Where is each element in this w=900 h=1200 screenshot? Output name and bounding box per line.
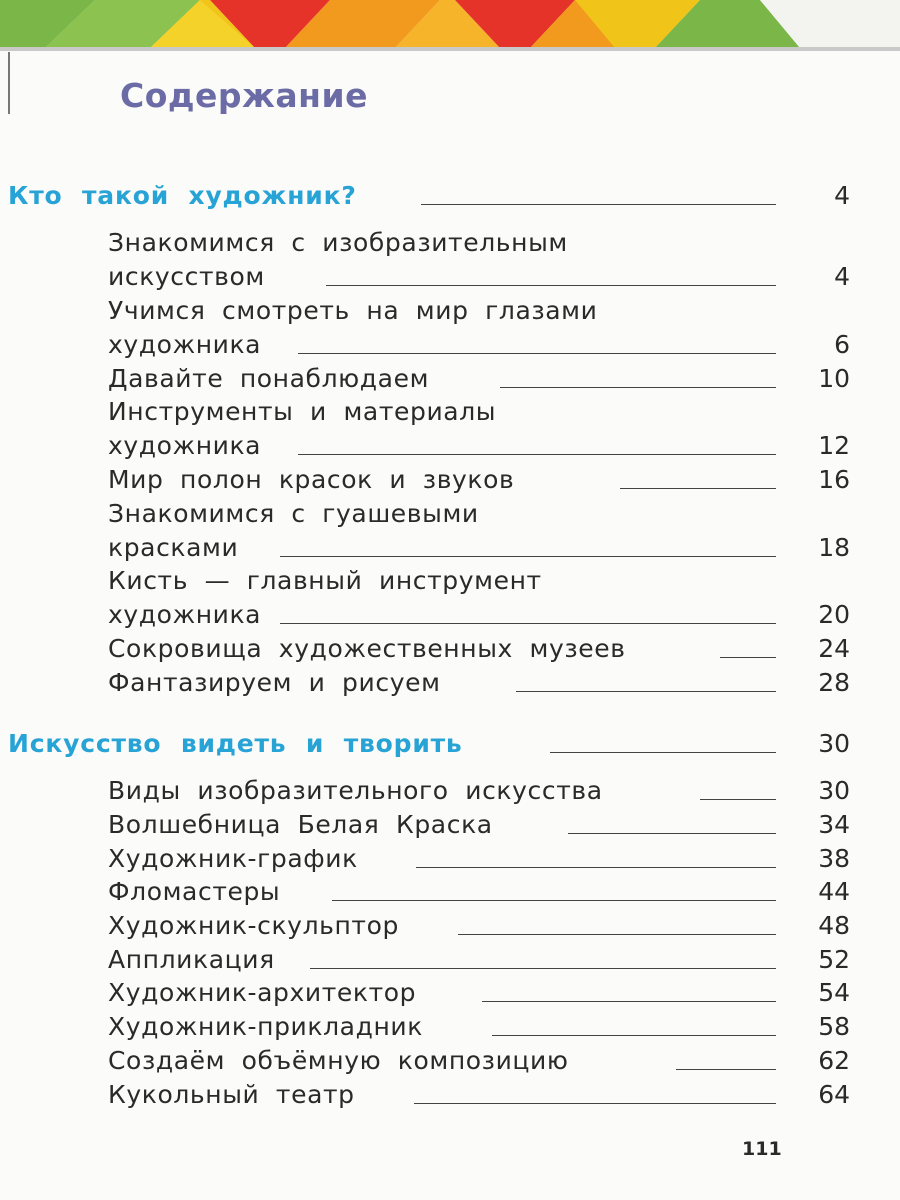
page-title: Содержание [120, 76, 368, 115]
dot-leader [568, 833, 776, 834]
entry-title-line1: Учимся смотреть на мир глазами [108, 296, 598, 325]
entry-title: Художник-архитектор [108, 978, 417, 1007]
toc-entry[interactable] [0, 972, 900, 1008]
entry-title: Фантазируем и рисуем [108, 668, 441, 697]
dot-leader [414, 1103, 776, 1104]
entry-title: Фломастеры [108, 877, 281, 906]
entry-title-line1: Знакомимся с гуашевыми [108, 499, 479, 528]
toc-entry[interactable] [0, 939, 900, 975]
entry-title: Художник-график [108, 844, 358, 873]
toc-entry[interactable] [0, 871, 900, 907]
dot-leader [310, 968, 776, 969]
entry-title-line1: Инструменты и материалы [108, 397, 497, 426]
dot-leader [298, 353, 776, 354]
toc-entry[interactable] [0, 566, 900, 630]
page-ref: 58 [818, 1012, 850, 1041]
section-title: Кто такой художник? [8, 181, 357, 210]
decorative-banner [0, 0, 900, 52]
page-ref: 12 [818, 431, 850, 460]
toc-entry[interactable] [0, 662, 900, 698]
page-ref: 4 [834, 181, 850, 210]
entry-title-line1: Кисть — главный инструмент [108, 566, 542, 595]
page-number: 111 [742, 1138, 782, 1160]
dot-leader [492, 1035, 776, 1036]
toc-entry[interactable] [0, 397, 900, 461]
toc-entry[interactable] [0, 358, 900, 394]
page-ref: 64 [818, 1080, 850, 1109]
entry-title-line1: Знакомимся с изобразительным [108, 228, 568, 257]
toc-entry[interactable] [0, 770, 900, 806]
banner-divider [0, 47, 900, 51]
page-ref: 20 [818, 600, 850, 629]
toc-entry[interactable] [0, 804, 900, 840]
toc-entry[interactable] [0, 296, 900, 360]
dot-leader [458, 934, 776, 935]
page-ref: 34 [818, 810, 850, 839]
dot-leader [620, 488, 776, 489]
dot-leader [516, 691, 776, 692]
entry-title: Мир полон красок и звуков [108, 465, 515, 494]
dot-leader [482, 1001, 776, 1002]
page-ref: 30 [818, 776, 850, 805]
entry-title-line2: художника [108, 600, 262, 629]
toc-entry[interactable] [0, 628, 900, 664]
toc-entry[interactable] [0, 1074, 900, 1110]
page-ref: 24 [818, 634, 850, 663]
entry-title-line2: красками [108, 533, 239, 562]
page-ref: 18 [818, 533, 850, 562]
page-ref: 16 [818, 465, 850, 494]
toc-section-2[interactable] [0, 723, 900, 759]
page-ref: 28 [818, 668, 850, 697]
page-ref: 54 [818, 978, 850, 1007]
dot-leader [500, 387, 776, 388]
page-ref: 30 [818, 729, 850, 758]
page-ref: 38 [818, 844, 850, 873]
entry-title: Виды изобразительного искусства [108, 776, 603, 805]
page-ref: 48 [818, 911, 850, 940]
section-title: Искусство видеть и творить [8, 729, 463, 758]
dot-leader [332, 900, 776, 901]
entry-title: Сокровища художественных музеев [108, 634, 626, 663]
page-ref: 10 [818, 364, 850, 393]
dot-leader [700, 799, 776, 800]
toc-section-1[interactable] [0, 175, 900, 211]
entry-title: Художник-скульптор [108, 911, 399, 940]
page-ref: 44 [818, 877, 850, 906]
dot-leader [280, 623, 776, 624]
entry-title: Аппликация [108, 945, 275, 974]
entry-title: Создаём объёмную композицию [108, 1046, 569, 1075]
entry-title-line2: художника [108, 330, 262, 359]
page-ref: 6 [834, 330, 850, 359]
entry-title: Давайте понаблюдаем [108, 364, 430, 393]
entry-title-line2: художника [108, 431, 262, 460]
page-ref: 52 [818, 945, 850, 974]
dot-leader [550, 752, 776, 753]
dot-leader [298, 454, 776, 455]
entry-title-line2: искусством [108, 262, 265, 291]
toc-entry[interactable] [0, 499, 900, 563]
entry-title: Волшебница Белая Краска [108, 810, 493, 839]
page-ref: 4 [834, 262, 850, 291]
entry-title: Художник-прикладник [108, 1012, 423, 1041]
margin-rule [8, 52, 10, 114]
toc-entry[interactable] [0, 838, 900, 874]
page-ref: 62 [818, 1046, 850, 1075]
dot-leader [326, 285, 776, 286]
dot-leader [676, 1069, 776, 1070]
toc-entry[interactable] [0, 459, 900, 495]
toc-entry[interactable] [0, 1040, 900, 1076]
toc-entry[interactable] [0, 228, 900, 292]
dot-leader [280, 556, 776, 557]
dot-leader [720, 657, 776, 658]
toc-entry[interactable] [0, 905, 900, 941]
entry-title: Кукольный театр [108, 1080, 355, 1109]
toc-entry[interactable] [0, 1006, 900, 1042]
dot-leader [421, 204, 776, 205]
dot-leader [416, 867, 776, 868]
